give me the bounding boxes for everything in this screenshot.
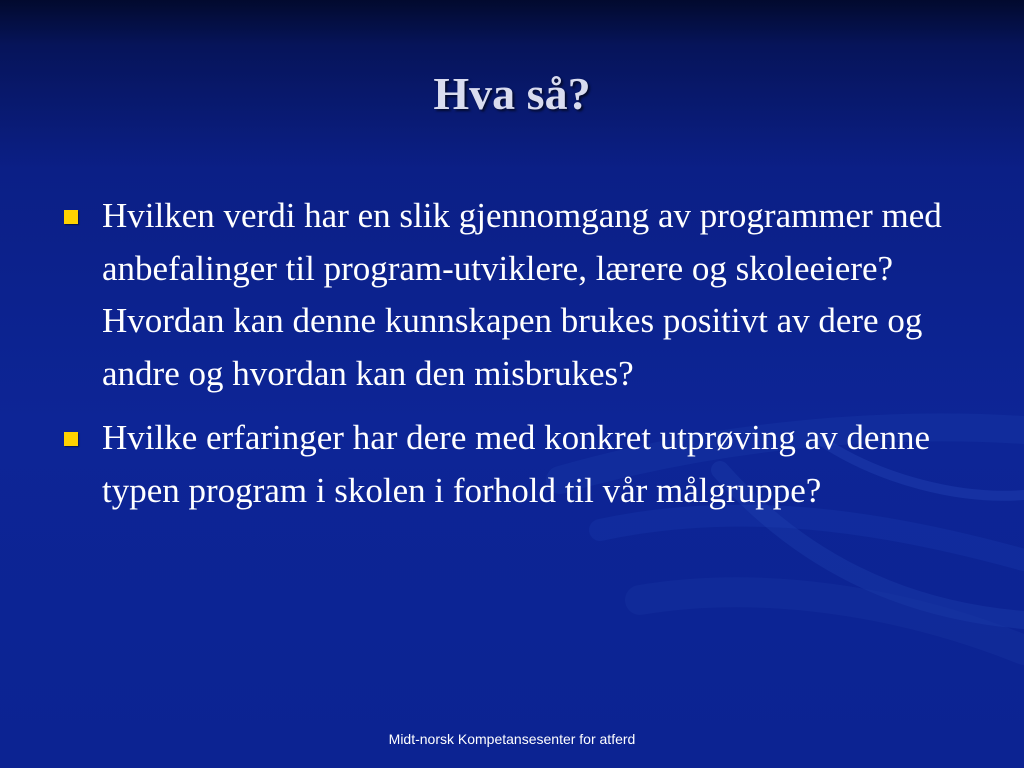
bullet-text: Hvilke erfaringer har dere med konkret utprøving av denne typen program i skolen i forhold til vår målgruppe? — [102, 418, 931, 510]
slide-title: Hva så? — [433, 68, 591, 119]
bullet-item — [62, 190, 942, 400]
square-bullet-icon — [64, 210, 78, 224]
slide-footer: Midt-norsk Kompetansesenter for atferd — [388, 731, 636, 747]
bullet-text: Hvilken verdi har en slik gjennomgang av programmer med anbefalinger til program-utviklere, lærere og skoleeiere? Hvordan kan denne kunnskapen brukes positivt av dere og andre og hvordan kan den misbrukes? — [102, 196, 942, 393]
square-bullet-icon — [64, 432, 78, 446]
bullet-list — [62, 190, 942, 529]
bullet-item — [62, 412, 942, 517]
